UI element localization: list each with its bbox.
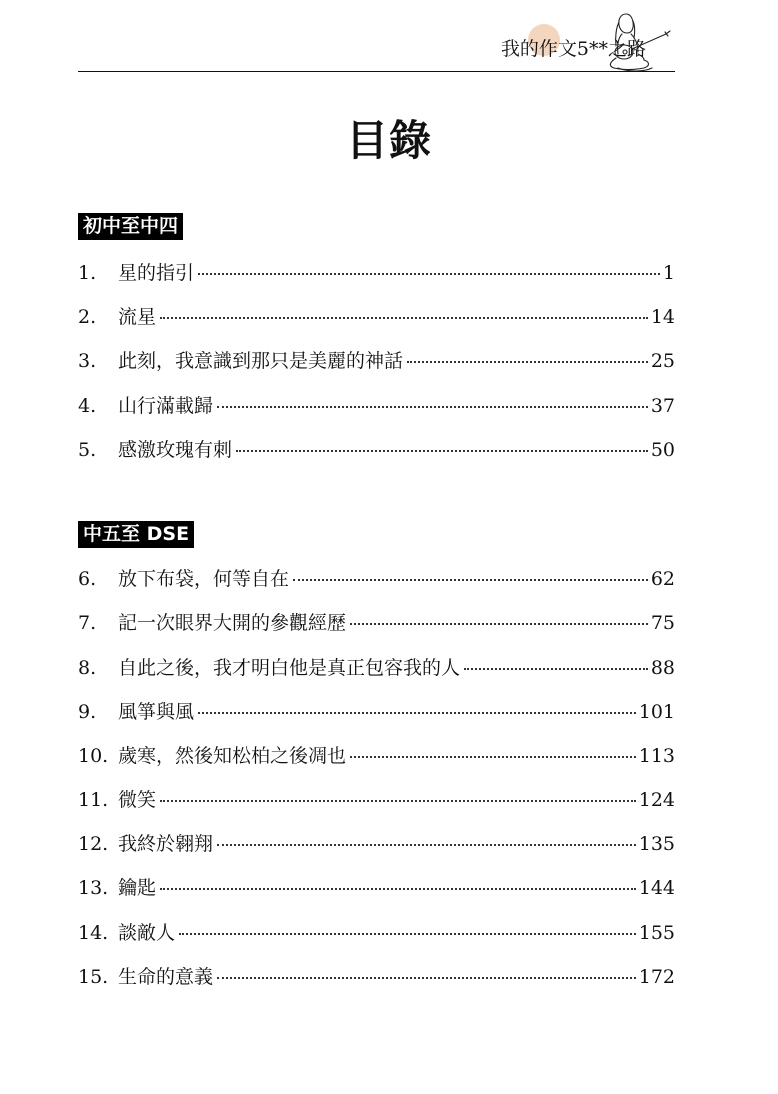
entry-page: 124 xyxy=(638,789,675,811)
dot-leader xyxy=(198,273,660,275)
toc-entry[interactable] xyxy=(78,829,675,857)
dot-leader xyxy=(160,888,636,890)
dot-leader xyxy=(350,756,636,758)
entry-title: 山行滿載歸 xyxy=(118,395,214,417)
entry-page: 135 xyxy=(638,833,675,855)
dot-leader xyxy=(198,712,636,714)
entry-page: 25 xyxy=(650,350,675,372)
entry-number: 3. xyxy=(78,350,97,372)
entry-number: 14. xyxy=(78,922,109,944)
entry-page: 113 xyxy=(638,745,675,767)
entry-page: 50 xyxy=(650,439,675,461)
entry-number: 9. xyxy=(78,701,97,723)
toc-entry[interactable] xyxy=(78,435,675,463)
toc-entry[interactable] xyxy=(78,785,675,813)
entry-title: 我終於翱翔 xyxy=(118,833,214,855)
page-title: 目錄 xyxy=(345,116,432,165)
entry-title: 談敵人 xyxy=(118,922,176,944)
toc-entry[interactable] xyxy=(78,873,675,901)
guitar-player-illustration xyxy=(588,8,672,74)
dot-leader xyxy=(160,317,648,319)
entry-page: 144 xyxy=(638,877,675,899)
section-label-junior: 初中至中四 xyxy=(78,213,183,240)
entry-page: 1 xyxy=(662,262,675,284)
toc-entry[interactable] xyxy=(78,697,675,725)
entry-number: 6. xyxy=(78,568,97,590)
entry-title: 星的指引 xyxy=(118,262,195,284)
entry-title: 感激玫瑰有刺 xyxy=(118,439,233,461)
entry-title: 生命的意義 xyxy=(118,966,214,988)
entry-page: 14 xyxy=(650,306,675,328)
entry-title: 自此之後，我才明白他是真正包容我的人 xyxy=(118,657,461,679)
entry-page: 37 xyxy=(650,395,675,417)
entry-number: 11. xyxy=(78,789,109,811)
entry-title: 流星 xyxy=(118,306,157,328)
toc-entry[interactable] xyxy=(78,918,675,946)
entry-number: 5. xyxy=(78,439,97,461)
dot-leader xyxy=(293,579,648,581)
entry-number: 7. xyxy=(78,612,97,634)
entry-title: 微笑 xyxy=(118,789,157,811)
dot-leader xyxy=(179,933,636,935)
entry-page: 101 xyxy=(638,701,675,723)
entry-number: 2. xyxy=(78,306,97,328)
entry-title: 鑰匙 xyxy=(118,877,157,899)
dot-leader xyxy=(407,361,648,363)
entry-number: 15. xyxy=(78,966,109,988)
entry-title: 記一次眼界大開的參觀經歷 xyxy=(118,612,347,634)
entry-number: 8. xyxy=(78,657,97,679)
toc-entry[interactable] xyxy=(78,391,675,419)
entry-title: 放下布袋，何等自在 xyxy=(118,568,290,590)
entry-number: 12. xyxy=(78,833,109,855)
toc-entry[interactable] xyxy=(78,564,675,592)
section-label-senior: 中五至 DSE xyxy=(78,521,194,548)
dot-leader xyxy=(217,844,636,846)
entry-title: 歲寒，然後知松柏之後凋也 xyxy=(118,745,347,767)
entry-page: 88 xyxy=(650,657,675,679)
dot-leader xyxy=(217,977,636,979)
header-rule xyxy=(78,71,675,72)
entry-number: 10. xyxy=(78,745,109,767)
dot-leader xyxy=(217,406,648,408)
entry-number: 13. xyxy=(78,877,109,899)
entry-page: 62 xyxy=(650,568,675,590)
toc-entry[interactable] xyxy=(78,741,675,769)
dot-leader xyxy=(350,623,648,625)
entry-page: 75 xyxy=(650,612,675,634)
dot-leader xyxy=(236,450,648,452)
entry-number: 1. xyxy=(78,262,97,284)
book-title: 我的作文5**之路 xyxy=(500,38,646,60)
entry-title: 風箏與風 xyxy=(118,701,195,723)
entry-title: 此刻，我意識到那只是美麗的神話 xyxy=(118,350,404,372)
toc-entry[interactable] xyxy=(78,346,675,374)
entry-page: 155 xyxy=(638,922,675,944)
toc-entry[interactable] xyxy=(78,302,675,330)
toc-entry[interactable] xyxy=(78,258,675,286)
toc-entry[interactable] xyxy=(78,653,675,681)
dot-leader xyxy=(464,668,648,670)
toc-entry[interactable] xyxy=(78,608,675,636)
entry-number: 4. xyxy=(78,395,97,417)
entry-page: 172 xyxy=(638,966,675,988)
dot-leader xyxy=(160,800,636,802)
toc-entry[interactable] xyxy=(78,962,675,990)
